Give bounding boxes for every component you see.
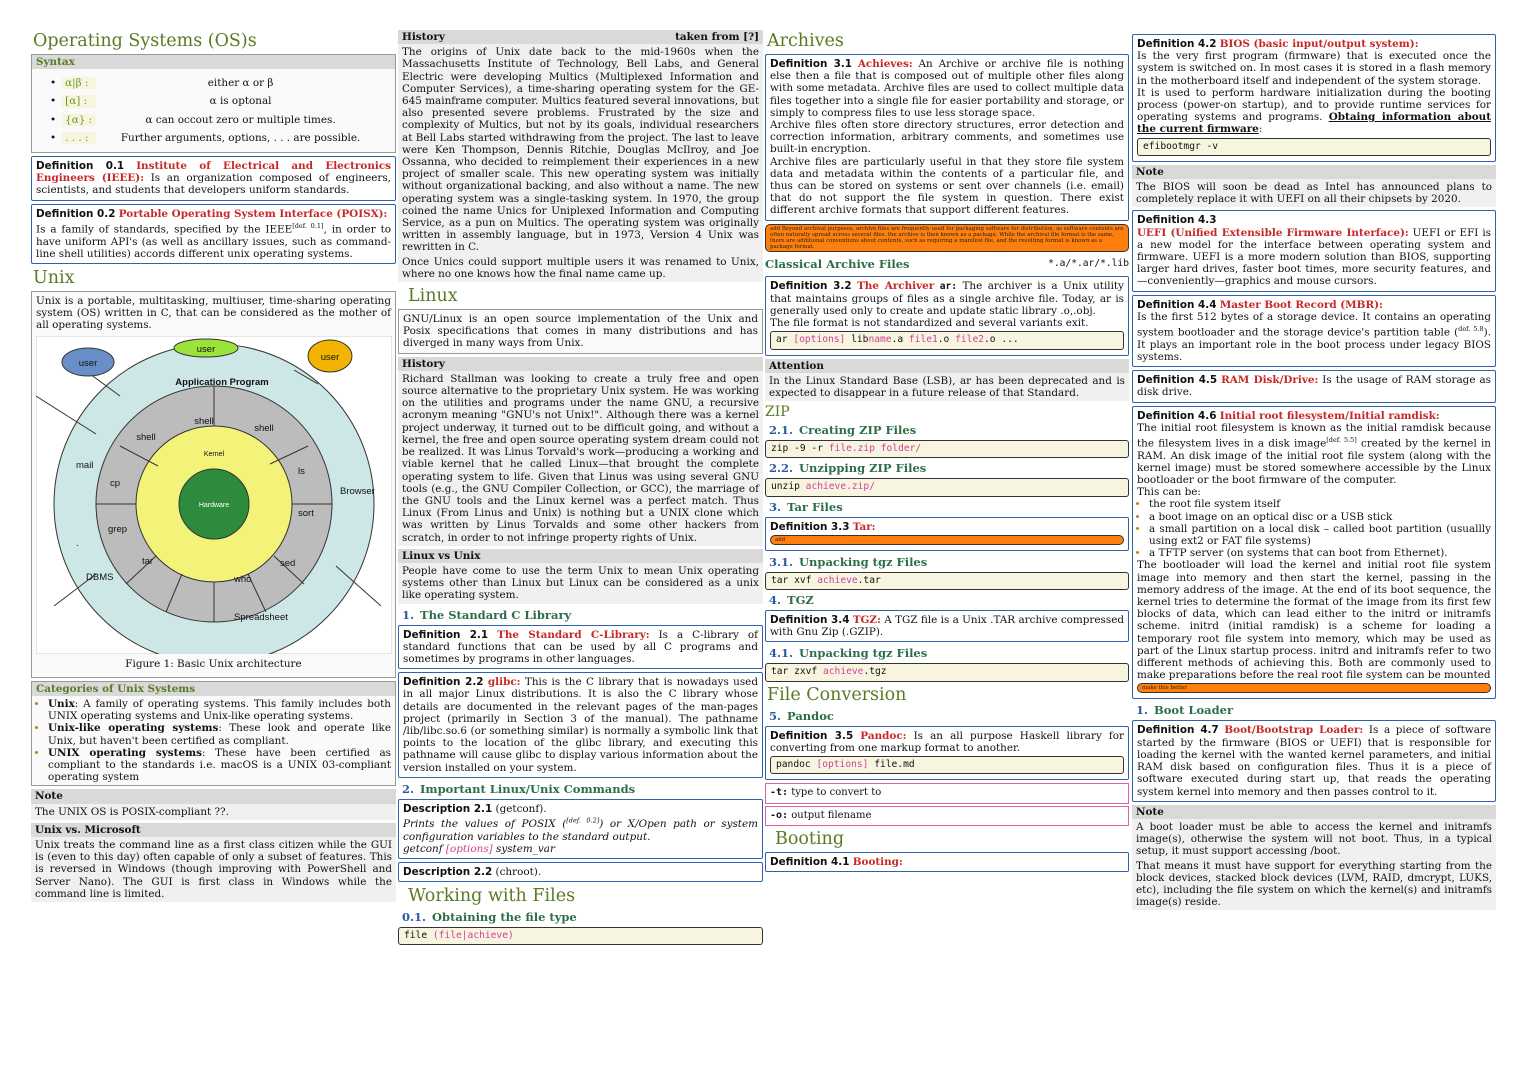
label-shell: shell <box>194 415 214 427</box>
definition-4-2: Definition 4.2 BIOS (basic input/output system): Is the very first program (firmware) that is executed once the system is switched on. In most cases it is stored in a flash memory in the motherboard itself and independent of the system storage. It is used to perform hardware initialization during the booting process (power-on startup), and to provide runtime services for operating systems and programs. Obtaing information about the current firmware: efibootmgr -v <box>1132 34 1496 162</box>
definition-3-1: Definition 3.1 Achieves: An Archive or archive file is nothing else then a file that is composed out of multiple other files along with some metadata. Archive files are used to collect multiple data files together into a single file for easier portability and storage, or simply to compress files to use less storage space. Archive files often store directory structures, error detection and correction information, arbitrary comments, and sometimes use built-in encryption. Archive files are particularly useful in that they store file system data and metadata within the contents of a particular file, and thus can be stored on systems or sent over channels (i.e. email) that do not support the file system in question. There exist different archive formats that support different features. <box>765 54 1129 221</box>
section-title-file-conversion: File Conversion <box>767 684 907 705</box>
code-tar: tar xvf achieve.tar <box>765 572 1129 590</box>
list-item: • a TFTP server (on systems that can boot from Ethernet). <box>1149 547 1491 559</box>
syntax-header: Syntax <box>32 55 395 69</box>
definition-3-3: Definition 3.3 Tar: add <box>765 517 1129 551</box>
section-title-booting: Booting <box>775 828 845 849</box>
note-boot-loader: Note A boot loader must be able to access the kernel and initramfs image(s), otherwise the system will not boot. Thus, in a typical setup, it must support accessing /boot. That means it must have support for everything starting from the block devices, stacked block devices (LVM, RAID, dmcrypt, LUKS, etc), including the file system on which the kernel(s) and initramfs image(s) reside. <box>1132 805 1496 911</box>
label-who: who <box>234 573 252 585</box>
todo-note: add <box>770 535 1124 545</box>
label-hardware: Hardware <box>198 501 230 509</box>
label-sed: sed <box>280 557 296 569</box>
unix-intro-box <box>31 291 396 678</box>
code-efibootmgr: efibootmgr -v <box>1137 138 1491 156</box>
column-1 <box>31 30 396 905</box>
definition-3-2: Definition 3.2 The Archiver ar: The archiver is a Unix utility that maintains groups of files as a single archive file. Today, ar is generally used only to create and update static library .o,.obj. The file format is not standardized and several variants exit. ar [options] libname.a file1.o file2.o ... <box>765 276 1129 356</box>
syntax-list <box>32 69 395 152</box>
categories-header: Categories of Unix Systems <box>32 682 395 696</box>
note-posix: Note The UNIX OS is POSIX-compliant ??. <box>31 789 396 819</box>
description-2-1: Description 2.1 (getconf). Prints the values of POSIX ([def. 0.2]) or X/Open path or system configuration variables to the standard output. getconf [options] system_var <box>398 799 763 859</box>
code-tgz: tar zxvf achieve.tgz <box>765 663 1129 681</box>
section-title-linux: Linux <box>408 286 458 307</box>
label-sort: sort <box>298 507 314 519</box>
subsection-file-type: 0.1. Obtaining the file type <box>402 910 577 925</box>
section-title-unix: Unix <box>33 267 75 288</box>
label-browser: Browser <box>340 485 375 497</box>
subsection-tgz: 4. TGZ <box>769 593 814 608</box>
option-t: -t: type to convert to <box>765 783 1129 803</box>
label-user: user <box>196 343 216 355</box>
definition-2-1: Definition 2.1 The Standard C-Library: Is a C-library of standard functions that can be used by all C programs and sometimes by programs in other languages. <box>398 625 763 670</box>
categories-box <box>31 681 396 787</box>
description-2-2: Description 2.2 (chroot). <box>398 862 763 882</box>
syntax-item: • α|β : either α or β <box>50 77 274 90</box>
label-dot: . <box>76 537 79 549</box>
linux-intro-box: GNU/Linux is an open source implementation of the Unix and Posix specifications that comes in many distributions and has diverged in many ways from Unix. <box>398 309 763 354</box>
list-item: • a boot image on an optical disc or a USB stick <box>1149 511 1491 523</box>
section-title-zip: ZIP <box>765 404 790 421</box>
label-application-program: Application Program <box>175 376 269 388</box>
code-pandoc: pandoc [options] file.md <box>770 756 1124 774</box>
section-title-working-with-files: Working with Files <box>408 886 576 907</box>
note-bios: Note The BIOS will soon be dead as Intel has announced plans to completely replace it with UEFI on all their chipsets by 2020. <box>1132 165 1496 208</box>
column-4 <box>1132 30 1496 913</box>
definition-3-4: Definition 3.4 TGZ: A TGZ file is a Unix .TAR archive compressed with Gnu Zip (.GZIP). <box>765 610 1129 642</box>
list-item: • the root file system itself <box>1149 498 1491 510</box>
label-shell: shell <box>136 431 156 443</box>
todo-note: add Beyond archival purposes, archive files are frequently used for packaging software for distribution, as software contents are often naturally spread across several files. the archive is then known as a package. While the archival file format is the same, there are additional conventions about contents, such as requiring a manifest file, and the resulting format is known as a package format. <box>765 224 1129 252</box>
section-title-os: Operating Systems (OS)s <box>33 31 257 51</box>
code-file-command: file (file|achieve) <box>398 927 763 945</box>
syntax-box <box>31 54 396 153</box>
definition-4-5: Definition 4.5 RAM Disk/Drive: Is the usage of RAM storage as disk drive. <box>1132 370 1496 402</box>
unix-architecture-figure <box>36 336 392 654</box>
syntax-item: • . . . : Further arguments, options, . . . are possible. <box>50 131 361 144</box>
code-zip: zip -9 -r file.zip folder/ <box>765 440 1129 458</box>
label-kernel: Kernel <box>203 450 225 458</box>
subsection-linux-commands: 2. Important Linux/Unix Commands <box>402 781 636 796</box>
label-user: user <box>320 351 340 363</box>
label-shell: shell <box>254 422 274 434</box>
initrd-locations-list <box>1137 498 1491 559</box>
column-3 <box>765 30 1129 875</box>
subsection-boot-loader: 1. Boot Loader <box>1136 703 1234 718</box>
definition-2-2: Definition 2.2 glibc: This is the C library that is nowadays used in all major Linux distributions. It is also the C library whose details are documented in the relevant pages of the man-pages project (primarily in Section 3 of the manual). The pathname /lib/libc.so.6 (or something similar) is normally a symbolic link that points to the location of the glibc library, and executing this pathname will cause glibc to display various information about the version installed on your system. <box>398 672 763 778</box>
note-unix-vs-microsoft: Unix vs. Microsoft Unix treats the command line as a first class citizen while the GUI is (even to this day) often capable of only a subset of features. This is reversed in Windows (though improving with PowerShell and Server Nano). The GUI is first class in Windows while the command line is limited. <box>31 823 396 902</box>
label-user: user <box>78 357 98 369</box>
categories-list <box>32 696 395 785</box>
todo-note: make this better <box>1137 683 1491 693</box>
subsection-standard-c-library: 1. The Standard C Library <box>402 607 572 622</box>
figure-caption: Figure 1: Basic Unix architecture <box>125 657 302 670</box>
label-grep: grep <box>108 523 128 535</box>
definition-0-1: Definition 0.1 Institute of Electrical and Electronics Engineers (IEEE): Is an organization composed of engineers, scientists, and students that developers uniform standards. <box>31 156 396 201</box>
column-2 <box>398 30 763 947</box>
definition-0-2: Definition 0.2 Portable Operating System Interface (POISX): Is a family of standards, specified by the IEEE[def. 0.1], in order to have uniform API's (as well as ancillary issues, such as command-line shell utilities) accords different unix operating systems. <box>31 204 396 264</box>
subsection-tar-files: 3. Tar Files <box>769 499 843 514</box>
subsection-pandoc: 5. Pandoc <box>769 708 834 723</box>
code-unzip: unzip achieve.zip/ <box>765 478 1129 496</box>
label-cp: cp <box>110 477 121 489</box>
subsection-unzipping: 2.2. Unzipping ZIP Files <box>769 461 927 476</box>
list-item: • UNIX operating systems: These have been certified as compliant to the standards i.e. macOS is a UNIX 03-compliant operating system <box>48 747 391 784</box>
history-header: History taken from [?] <box>398 30 763 44</box>
definition-3-5: Definition 3.5 Pandoc: Is an all purpose Haskell library for converting from one markup format to another. pandoc [options] file.md <box>765 726 1129 781</box>
subsection-unpacking-tgz: 3.1. Unpacking tgz Files <box>769 554 928 569</box>
classical-archive-header: Classical Archive Files *.a/*.ar/*.lib <box>765 256 1129 271</box>
definition-4-7: Definition 4.7 Boot/Bootstrap Loader: Is a piece of software started by the firmware (BIOS or UEFI) that is responsible for loading the kernel with the wanted kernel parameters, and initial RAM disk based on configuration files. Thus it is a piece of software executed during start up, that reads the operating system kernel into memory and then passes control to it. <box>1132 720 1496 801</box>
attention-box: Attention In the Linux Standard Base (LSB), ar has been deprecated and is expected to disappear in a future release of that Standard. <box>765 359 1129 402</box>
syntax-item: • [α] : α is optonal <box>50 95 272 108</box>
code-ar-command: ar [options] libname.a file1.o file2.o ... <box>770 331 1124 349</box>
syntax-item: • {α} : α can occout zero or multiple times. <box>50 113 336 126</box>
linux-vs-unix: Linux vs Unix People have come to use the term Unix to mean Unix operating systems other than Linux but Linux can be considered as a unix like operating system. <box>398 549 763 604</box>
definition-4-1: Definition 4.1 Booting: <box>765 852 1129 872</box>
list-item: • a small partition on a local disk – called boot partition (usuallly using ext2 or FAT file systems) <box>1149 523 1491 547</box>
label-mail: mail <box>76 459 94 471</box>
subsection-creating-zip: 2.1. Creating ZIP Files <box>769 423 917 438</box>
option-o: -o: output filename <box>765 806 1129 826</box>
subsection-unpacking-tgz-2: 4.1. Unpacking tgz Files <box>769 646 928 661</box>
unix-intro: Unix is a portable, multitasking, multiuser, time-sharing operating system (OS) written in C, that can be considered as the mother of all operating systems. <box>36 294 391 332</box>
definition-4-4: Definition 4.4 Master Boot Record (MBR): Is the first 512 bytes of a storage device. It contains an operating system bootloader and the storage device's partition table ($^{def. 5.8}$). It plays an important role in the boot process under legacy BIOS systems. <box>1132 295 1496 367</box>
history-unix: History taken from [?] The origins of Unix date back to the mid-1960s when the Massachusetts Institute of Technology, Bell Labs, and General Electric were developing Multics (Multiplexed Information and Computer Services), a time-sharing operating system for the GE-645 mainframe computer. Multics featured several innovations, but also presented severe problems. Frustrated by the size and complexity of Multics, but not by its goals, individual researchers at Bell Labs started withdrawing from the project. The last to leave were Ken Thompson, Dennis Ritchie, Douglas McIlroy, and Joe Ossanna, who decided to reimplement their experiences in a new project of smaller scale. This new operating system was initially without organizational backing, and also without a name. The new operating system was a single-tasking system. In 1970, the group coined the name Unics for Uniplexed Information and Computing Service, as a pun on Multics. The operating system was originally written in assembly language, but in 1973, Version 4 Unix was rewritten in C. Once Unics could support multiple users it was renamed to Unix, where no one knows how the final name came up. <box>398 30 763 282</box>
list-item: • Unix-like operating systems: These look and operate like Unix, but haven't been certified as compliant. <box>48 722 391 746</box>
label-dbms: DBMS <box>86 571 114 583</box>
list-item: • Unix: A family of operating systems. This family includes both UNIX operating systems and Unix-like operating systems. <box>48 698 391 722</box>
definition-4-6: Definition 4.6 Initial root filesystem/Initial ramdisk: The initial root filesystem is known as the initial ramdisk because the filesystem lives in a disk image[def. 5.5] created by the kernel in RAM. An disk image of the initial root file system (along with the kernel image) must be stored somewhere accessible by the Linux bootloader or the boot firmware of the computer. This can be: • the root file system itself • a boot image on an optical disc or a USB stick • a small partition on a local disk – called boot partition (usuallly using ext2 or FAT file systems) • a TFTP server (on systems that can boot from Ethernet). The bootloader will load the kernel and initial root file system image into memory and then start the kernel, passing in the memory address of the image. At the end of its boot sequence, the kernel tries to determine the format of the image from its first few blocks of data, which can lead either to the initrd or initramfs scheme. initrd (initial ramdisk) is a scheme for loading a temporary root file system into memory, which may be used as part of the Linux startup process. initrd and initramfs refer to two different methods of achieving this. Both are commonly used to make preparations before the real root file system can be mounted make this better <box>1132 406 1496 700</box>
definition-4-3: Definition 4.3 UEFI (Unified Extensible Firmware Interface): UEFI or EFI is a new model for the interface between operating system and firmware. UEFI is a more modern solution than BIOS, supporting larger hard drives, faster boot times, more security features, and—conveniently—graphics and mouse cursors. <box>1132 210 1496 291</box>
section-title-archives: Archives <box>767 31 844 51</box>
label-ls: ls <box>298 465 305 477</box>
history-linux: History Richard Stallman was looking to create a truly free and open source alternative to the proprietary Unix system. He was working on the utilities and programs under the name GNU, a recursive acronym meaning "GNU's not Unix!". Although there was a kernel project underway, it turned out to be difficult going, and without a kernel, the free and open source operating system dream could not be realized. It was Linus Torvald's work—producing a working and viable kernel that he called Linux—that brought the complete operating system to life. Given that Linus was using several GNU tools (e.g., the GNU Compiler Collection, or GCC), the marriage of the GNU tools and the Linux kernel was a perfect match. Thus Linux (From Linus and Unix) is nothing but a UNIX clone which was written by Linus Torvalds and some other hackers from scratch, in order to not infringe property rights of Unix. <box>398 357 763 546</box>
label-tar: tar <box>142 555 154 567</box>
label-spreadsheet: Spreadsheet <box>234 611 288 623</box>
